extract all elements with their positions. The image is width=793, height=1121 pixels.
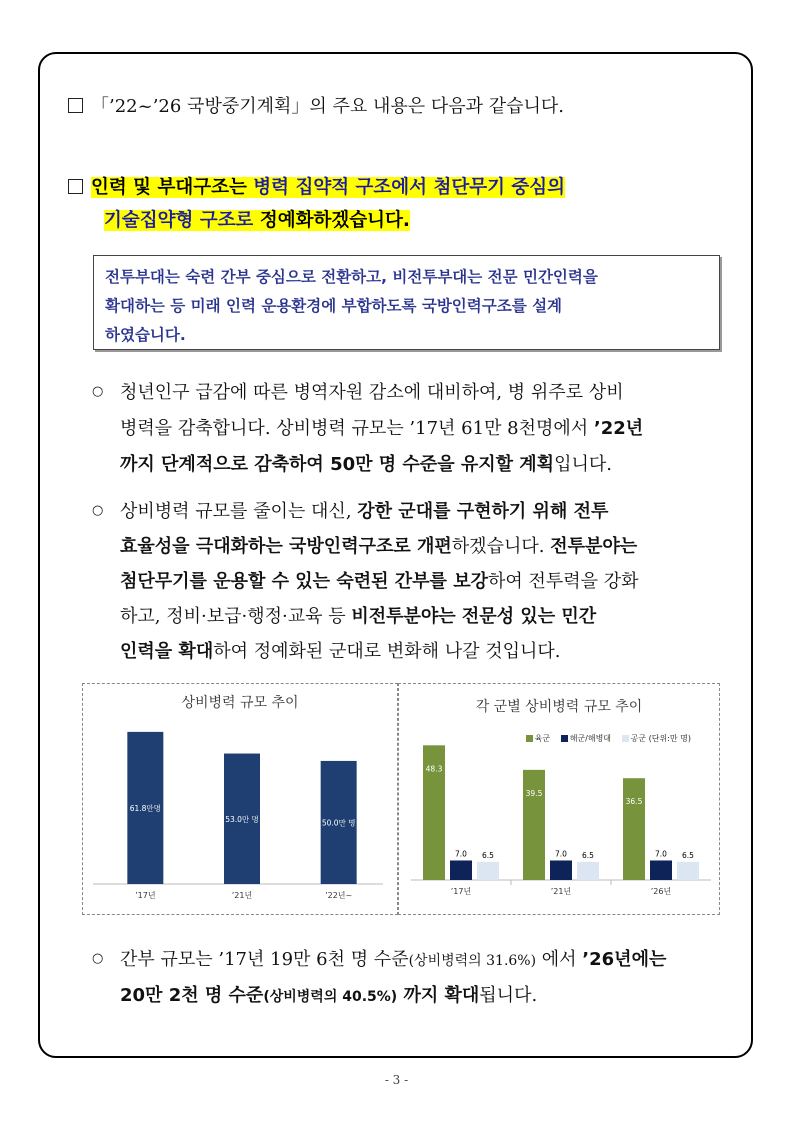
checkbox-square-icon (68, 98, 83, 113)
bullet2-line (120, 602, 596, 628)
data-label: 7.0 (455, 849, 467, 859)
bar (550, 860, 572, 880)
intro-text: 「’22~’26 국방중기계획」의 주요 내용은 다음과 같습니다. (91, 96, 565, 117)
chart-svg (399, 684, 719, 914)
text: 하여 전투력을 강화 (487, 571, 639, 592)
bar (523, 770, 545, 880)
bullet2-line (120, 532, 637, 558)
tick-label: ’17년 (135, 891, 156, 900)
data-label: 48.3 (425, 764, 443, 774)
bullet3-line (120, 945, 666, 971)
headline-highlight: 병력 집약적 구조에서 첨단무기 중심의 (253, 177, 565, 198)
bold-text: 까지 단계적으로 감축하여 50만 명 수준을 유지할 계획 (120, 454, 555, 475)
headline-highlight: 기술집약형 구조로 (104, 210, 254, 231)
bullet2-line (120, 637, 561, 663)
data-label: 61.8만명 (129, 803, 161, 813)
legend-label: 해군/해병대 (569, 734, 612, 743)
data-label: 6.5 (682, 850, 694, 860)
bar (477, 862, 499, 880)
bar (577, 862, 599, 880)
summary-line: 확대하는 등 미래 인력 운용환경에 부합하도록 국방인력구조를 설계 (105, 297, 563, 315)
tick-label: ’26년 (650, 887, 672, 896)
tick-label: ’17년 (450, 887, 472, 896)
text: 에서 (536, 949, 583, 970)
headline-text: 정예화하겠습니다. (253, 210, 410, 231)
legend-label: 공군 (630, 734, 647, 743)
text: 상비병력 규모를 줄이는 대신, (120, 501, 358, 522)
bar (650, 860, 672, 880)
bold-text: ’22년 (593, 418, 644, 439)
text: 됩니다. (479, 985, 538, 1006)
bullet2-line (120, 567, 639, 593)
headline-line-1 (68, 173, 565, 199)
bold-text: 비전투분야는 전문성 있는 민간 (351, 606, 597, 627)
page-number: - 3 - (384, 1073, 409, 1087)
data-label: 6.5 (582, 850, 594, 860)
bold-text: 까지 확대 (397, 985, 480, 1006)
chart-branch-forces (398, 683, 720, 915)
data-label: 50.0만 명 (321, 818, 356, 828)
checkbox-square-icon (68, 179, 83, 194)
bold-text: 강한 군대를 구현하기 위해 전투 (357, 501, 609, 522)
chart-standing-forces (82, 683, 398, 915)
data-label: 36.5 (625, 797, 643, 807)
text: 병력을 감축합니다. 상비병력 규모는 ’17년 61만 8천명에서 (120, 418, 594, 439)
data-label: 6.5 (482, 850, 494, 860)
intro-line (68, 92, 564, 118)
bold-text: ’26년에는 (582, 949, 667, 970)
data-label: 39.5 (525, 788, 543, 798)
legend-unit-note: (단위:만 명) (648, 734, 691, 743)
tick-label: ’21년 (231, 891, 253, 900)
bold-text: 첨단무기를 운용할 수 있는 숙련된 간부를 보강 (120, 571, 488, 592)
legend-label: 육군 (534, 734, 551, 743)
bullet2-line (120, 497, 608, 523)
tick-label: ’21년 (550, 887, 572, 896)
bold-small-text: (상비병력의 40.5%) (263, 989, 398, 1005)
bullet-marker: ○ (92, 384, 104, 399)
bar (623, 778, 645, 880)
bullet-marker: ○ (92, 951, 104, 966)
headline-line-2 (104, 206, 410, 232)
summary-line: 하였습니다. (105, 326, 186, 344)
data-label: 7.0 (555, 849, 567, 859)
headline-text: 인력 및 부대구조는 (91, 177, 254, 198)
text: 청년인구 급감에 따른 병역자원 감소에 대비하여, 병 위주로 상비 (120, 382, 624, 403)
summary-line: 전투부대는 숙련 간부 중심으로 전환하고, 비전투부대는 전문 민간인력을 (105, 268, 598, 286)
bold-text: 20만 2천 명 수준 (120, 985, 264, 1006)
text: 간부 규모는 ’17년 19만 6천 명 수준 (120, 949, 409, 970)
chart-title: 상비병력 규모 추이 (181, 695, 299, 711)
bold-text: 효율성을 극대화하는 국방인력구조로 개편 (120, 536, 452, 557)
bullet-marker: ○ (92, 503, 104, 518)
bold-text: 인력을 확대 (120, 641, 214, 662)
small-text: (상비병력의 31.6%) (408, 953, 537, 969)
chart-title: 각 군별 상비병력 규모 추이 (475, 699, 643, 715)
text: 입니다. (554, 454, 612, 475)
chart-svg (83, 684, 397, 914)
bold-text: 전투분야는 (550, 536, 638, 557)
text: 하여 정예화된 군대로 변화해 나갈 것입니다. (213, 641, 561, 662)
bar (677, 862, 699, 880)
text: 하겠습니다. (451, 536, 551, 557)
data-label: 7.0 (655, 849, 667, 859)
text: 하고, 정비·보급·행정·교육 등 (120, 606, 352, 627)
bullet1-line (120, 378, 624, 404)
summary-box (93, 255, 720, 350)
bullet1-line (120, 414, 643, 440)
bullet1-line (120, 450, 612, 476)
tick-label: ’22년~ (325, 891, 353, 900)
bar (450, 860, 472, 880)
data-label: 53.0만 명 (225, 814, 259, 824)
bullet3-line (120, 981, 537, 1007)
